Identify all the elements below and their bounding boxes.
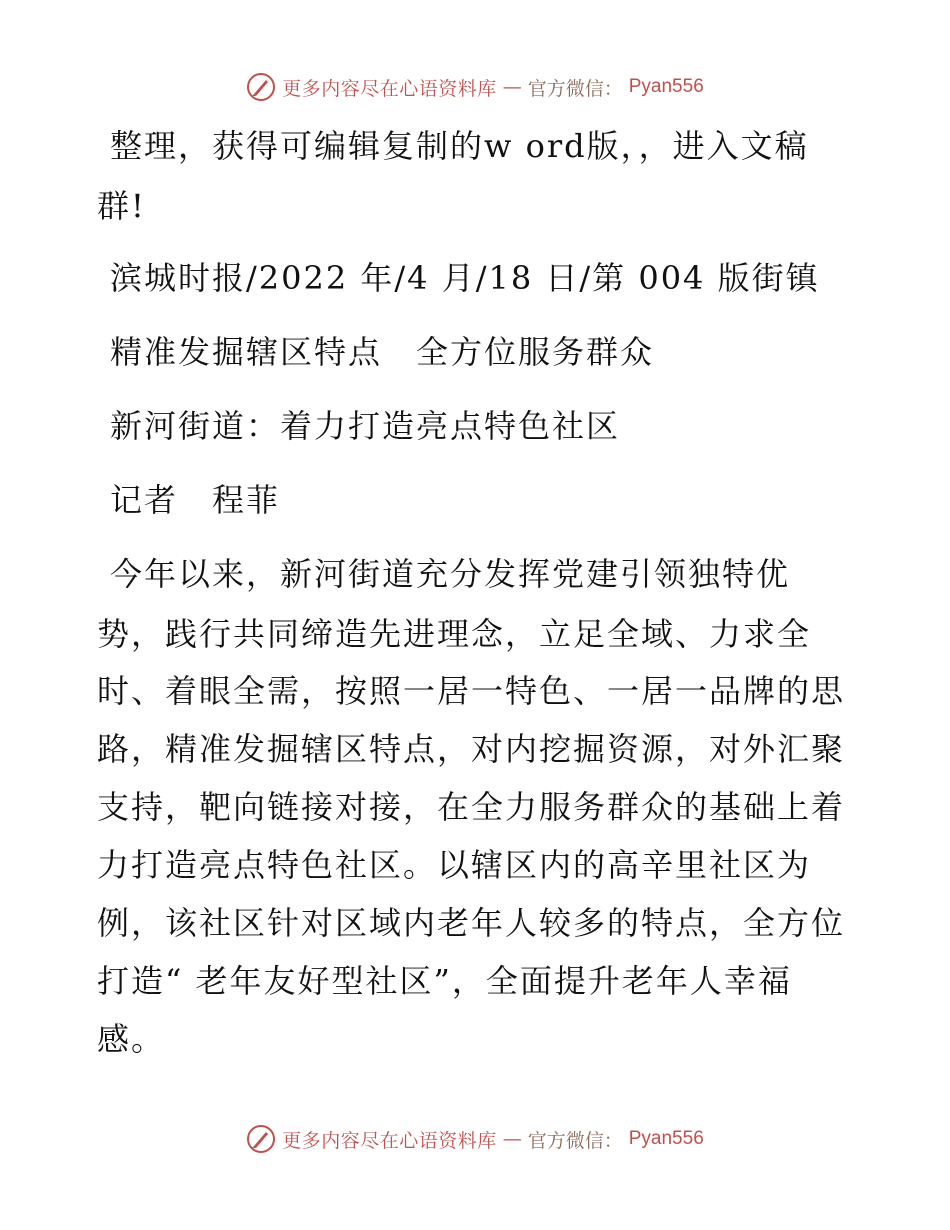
watermark-site-name: 更多内容尽在心语资料库 [282, 77, 497, 100]
subheadline: 新河街道：着力打造亮点特色社区 [110, 407, 621, 445]
watermark-wechat-id: Pyan556 [628, 76, 704, 97]
body-line: 今年以来，新河街道充分发挥党建引领独特优 [110, 555, 791, 593]
body-line: 例，该社区针对区域内老年人较多的特点，全方位 [97, 904, 846, 942]
watermark-wechat-label: 官方微信： [527, 1129, 623, 1152]
watermark-dash: — [502, 1128, 522, 1150]
headline: 精准发掘辖区特点 全方位服务群众 [110, 333, 655, 371]
watermark-dash: — [502, 76, 522, 98]
body-line: 支持，靶向链接对接，在全力服务群众的基础上着 [97, 788, 846, 826]
header-watermark [0, 72, 950, 102]
watermark-site-name: 更多内容尽在心语资料库 [282, 1129, 497, 1152]
body-line: 时、着眼全需，按照一居一特色、一居一品牌的思 [97, 672, 846, 710]
body-line: 路，精准发掘辖区特点，对内挖掘资源，对外汇聚 [97, 730, 846, 768]
body-line: 打造“ 老年友好型社区”，全面提升老年人幸福 [97, 962, 792, 1000]
intro-line-1: 整理，获得可编辑复制的w ord版，，进入文稿 [110, 127, 809, 165]
body-line: 力打造亮点特色社区。以辖区内的高辛里社区为 [97, 846, 812, 884]
body-line: 势，践行共同缔造先进理念，立足全域、力求全 [97, 615, 812, 653]
source-line: 滨城时报/2022 年/4 月/18 日/第 004 版街镇 [110, 259, 820, 297]
footer-watermark [0, 1124, 950, 1154]
intro-line-2: 群! [97, 187, 146, 225]
byline: 记者 程菲 [110, 481, 281, 519]
quill-pen-icon [246, 1124, 276, 1154]
watermark-wechat-id: Pyan556 [628, 1128, 704, 1149]
body-line: 感。 [97, 1020, 166, 1058]
watermark-wechat-label: 官方微信： [527, 77, 623, 100]
quill-pen-icon [246, 72, 276, 102]
